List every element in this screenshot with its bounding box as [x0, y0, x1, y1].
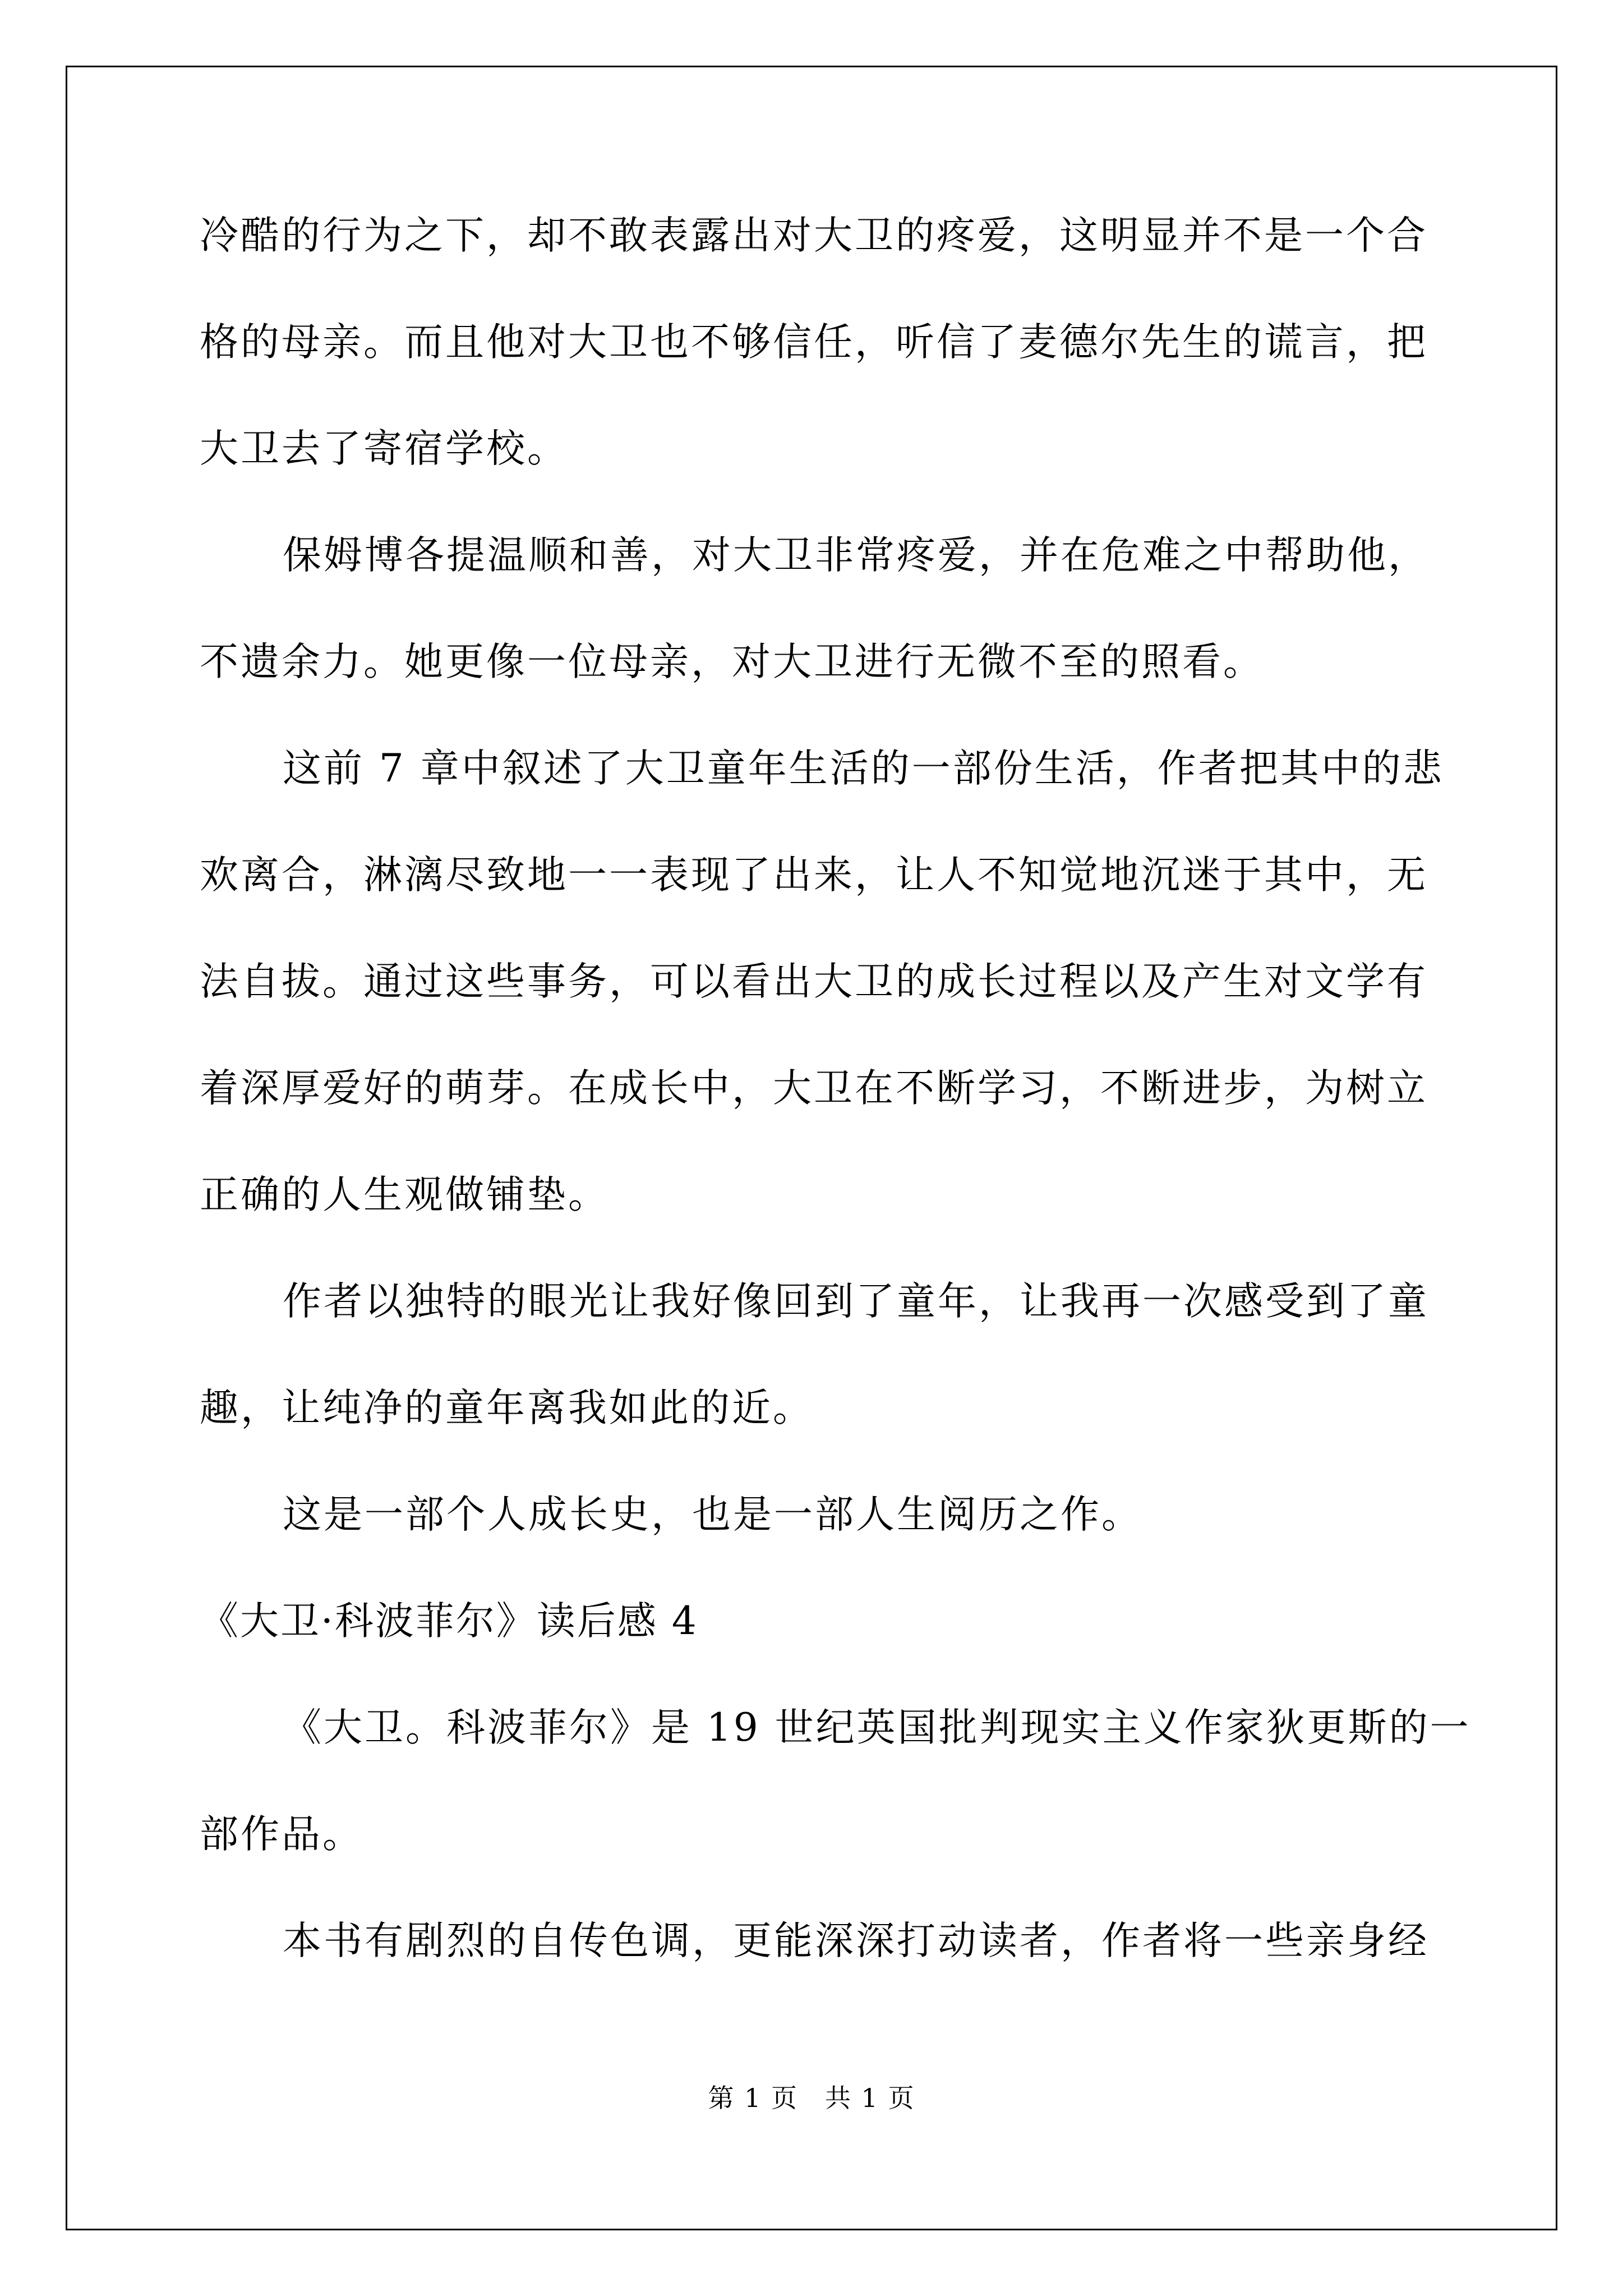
page-border [66, 66, 1557, 2230]
section-heading: 《大卫·科波菲尔》读后感 4 [200, 1599, 698, 1644]
page-number: 第 1 页 共 1 页 [708, 2083, 915, 2113]
paragraph-start: 作者以独特的眼光让我好像回到了童年，让我再一次感受到了童 [283, 1279, 1429, 1324]
paragraph-start: 保姆博各提温顺和善，对大卫非常疼爱，并在危难之中帮助他， [283, 533, 1429, 578]
text-line: 大卫去了寄宿学校。 [200, 426, 568, 471]
text-line: 着深厚爱好的萌芽。在成长中，大卫在不断学习，不断进步，为树立 [200, 1066, 1428, 1111]
paragraph-start: 本书有剧烈的自传色调，更能深深打动读者，作者将一些亲身经 [283, 1918, 1429, 1963]
text-line: 不遗余力。她更像一位母亲，对大卫进行无微不至的照看。 [200, 639, 1264, 684]
page-footer [0, 2081, 1623, 2115]
text-line: 趣，让纯净的童年离我如此的近。 [200, 1386, 814, 1430]
paragraph-start: 这前 7 章中叙述了大卫童年生活的一部份生活，作者把其中的悲 [283, 746, 1444, 791]
text-line: 冷酷的行为之下，却不敢表露出对大卫的疼爱，这明显并不是一个合 [200, 213, 1428, 258]
text-line: 格的母亲。而且他对大卫也不够信任，听信了麦德尔先生的谎言，把 [200, 320, 1428, 365]
paragraph-start: 《大卫。科波菲尔》是 19 世纪英国批判现实主义作家狄更斯的一 [283, 1705, 1471, 1750]
text-line: 部作品。 [200, 1812, 363, 1857]
text-line: 法自拔。通过这些事务，可以看出大卫的成长过程以及产生对文学有 [200, 959, 1428, 1004]
text-line: 欢离合，淋漓尽致地一一表现了出来，让人不知觉地沉迷于其中，无 [200, 853, 1428, 898]
paragraph-start: 这是一部个人成长史，也是一部人生阅历之作。 [283, 1492, 1142, 1537]
text-line: 正确的人生观做铺垫。 [200, 1172, 609, 1217]
